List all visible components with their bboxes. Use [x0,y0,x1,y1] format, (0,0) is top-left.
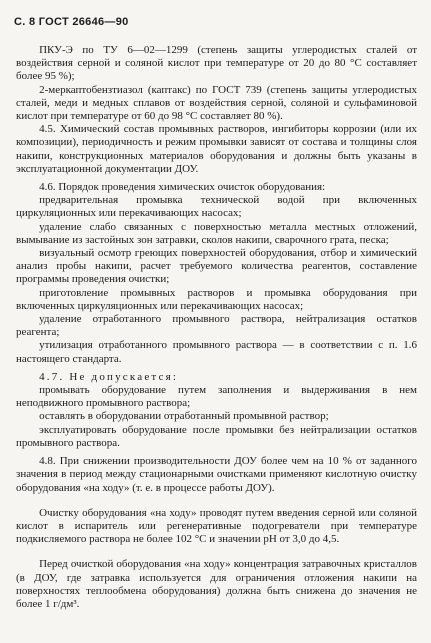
paragraph-section-4-8: 4.8. При снижении производительности ДОУ более чем на 10 % от заданного значения в период между стационарными очистками применяют кислотную очистку оборудования «на ходу» (т. е. в процессе работы ДОУ). [16,455,417,494]
paragraph-section-4-5: 4.5. Химический состав промывных растворов, ингибиторы коррозии (или их композиции), периодичность и режим промывки зависят от состава и толщины слоя накипи, конструкционных материалов оборудования и должны быть указаны в эксплуатационной документации ДОУ. [16,123,417,175]
paragraph-on-the-fly-cleaning: Очистку оборудования «на ходу» проводят путем введения серной или соляной кислот в испаритель или регенеративные подогреватели при температуре подкисляемого раствора не более 102 °С и значении рН от 3,0 до 4,5. [16,506,417,546]
paragraph-inhibitor-pku: ПКУ-Э по ТУ 6—02—1299 (степень защиты углеродистых сталей от воздействия серной и соляной кислот при температуре от 20 до 80 °С составляет более 95 %); [16,44,417,83]
list-item-solution-preparation: приготовление промывных растворов и промывка оборудования при включенных циркуляционных или перекачивающих насосах; [16,286,417,312]
paragraph-seed-crystals: Перед очисткой оборудования «на ходу» концентрация затравочных кристаллов (в ДОУ, где затравка используется для ограничения отложения накипи на поверхностях теплообмена оборудования) должна быть снижена до значения не более 1 г/дм³. [16,558,417,610]
list-item-no-leftover-solution: оставлять в оборудовании отработанный промывной раствор; [39,410,329,423]
paragraph-section-4-6: 4.6. Порядок проведения химических очисток оборудования: [39,181,326,194]
list-item-no-unneutralized-operation: эксплуатировать оборудование после промывки без нейтрализации остатков промывного раствора. [16,423,417,449]
list-item-no-static-wash: промывать оборудование путем заполнения и выдерживания в нем неподвижного промывного раствора; [16,384,417,410]
paragraph-section-4-7: 4.7. Не допускается: [39,370,179,383]
list-item-prewash: предварительная промывка технической водой при включенных циркуляционных или перекачивающих насосах; [16,194,417,220]
list-item-deposit-removal: удаление слабо связанных с поверхностью металла местных отложений, вымывание из застойных зон затравки, сколов накипи, сварочного грата, песка; [16,220,417,246]
list-item-neutralization: удаление отработанного промывного раствора, нейтрализация остатков реагента; [16,313,417,339]
list-item-utilization: утилизация отработанного промывного раствора — в соответствии с п. 1.6 настоящего стандарта. [16,339,417,365]
document-body [16,44,417,611]
page-header: С. 8 ГОСТ 26646—90 [14,16,129,28]
paragraph-inhibitor-kaptaks: 2-меркаптобензтиазол (каптакс) по ГОСТ 739 (степень защиты углеродистых сталей, меди и медных сплавов от воздействия серной, соляной и сульфаминовой кислот при температуре от 60 до 98 °С составляет 80 %). [16,83,417,123]
list-item-visual-inspection: визуальный осмотр греющих поверхностей оборудования, отбор и химический анализ пробы накипи, расчет требуемого количества реагентов, составление программы проведения очистки; [16,247,417,286]
